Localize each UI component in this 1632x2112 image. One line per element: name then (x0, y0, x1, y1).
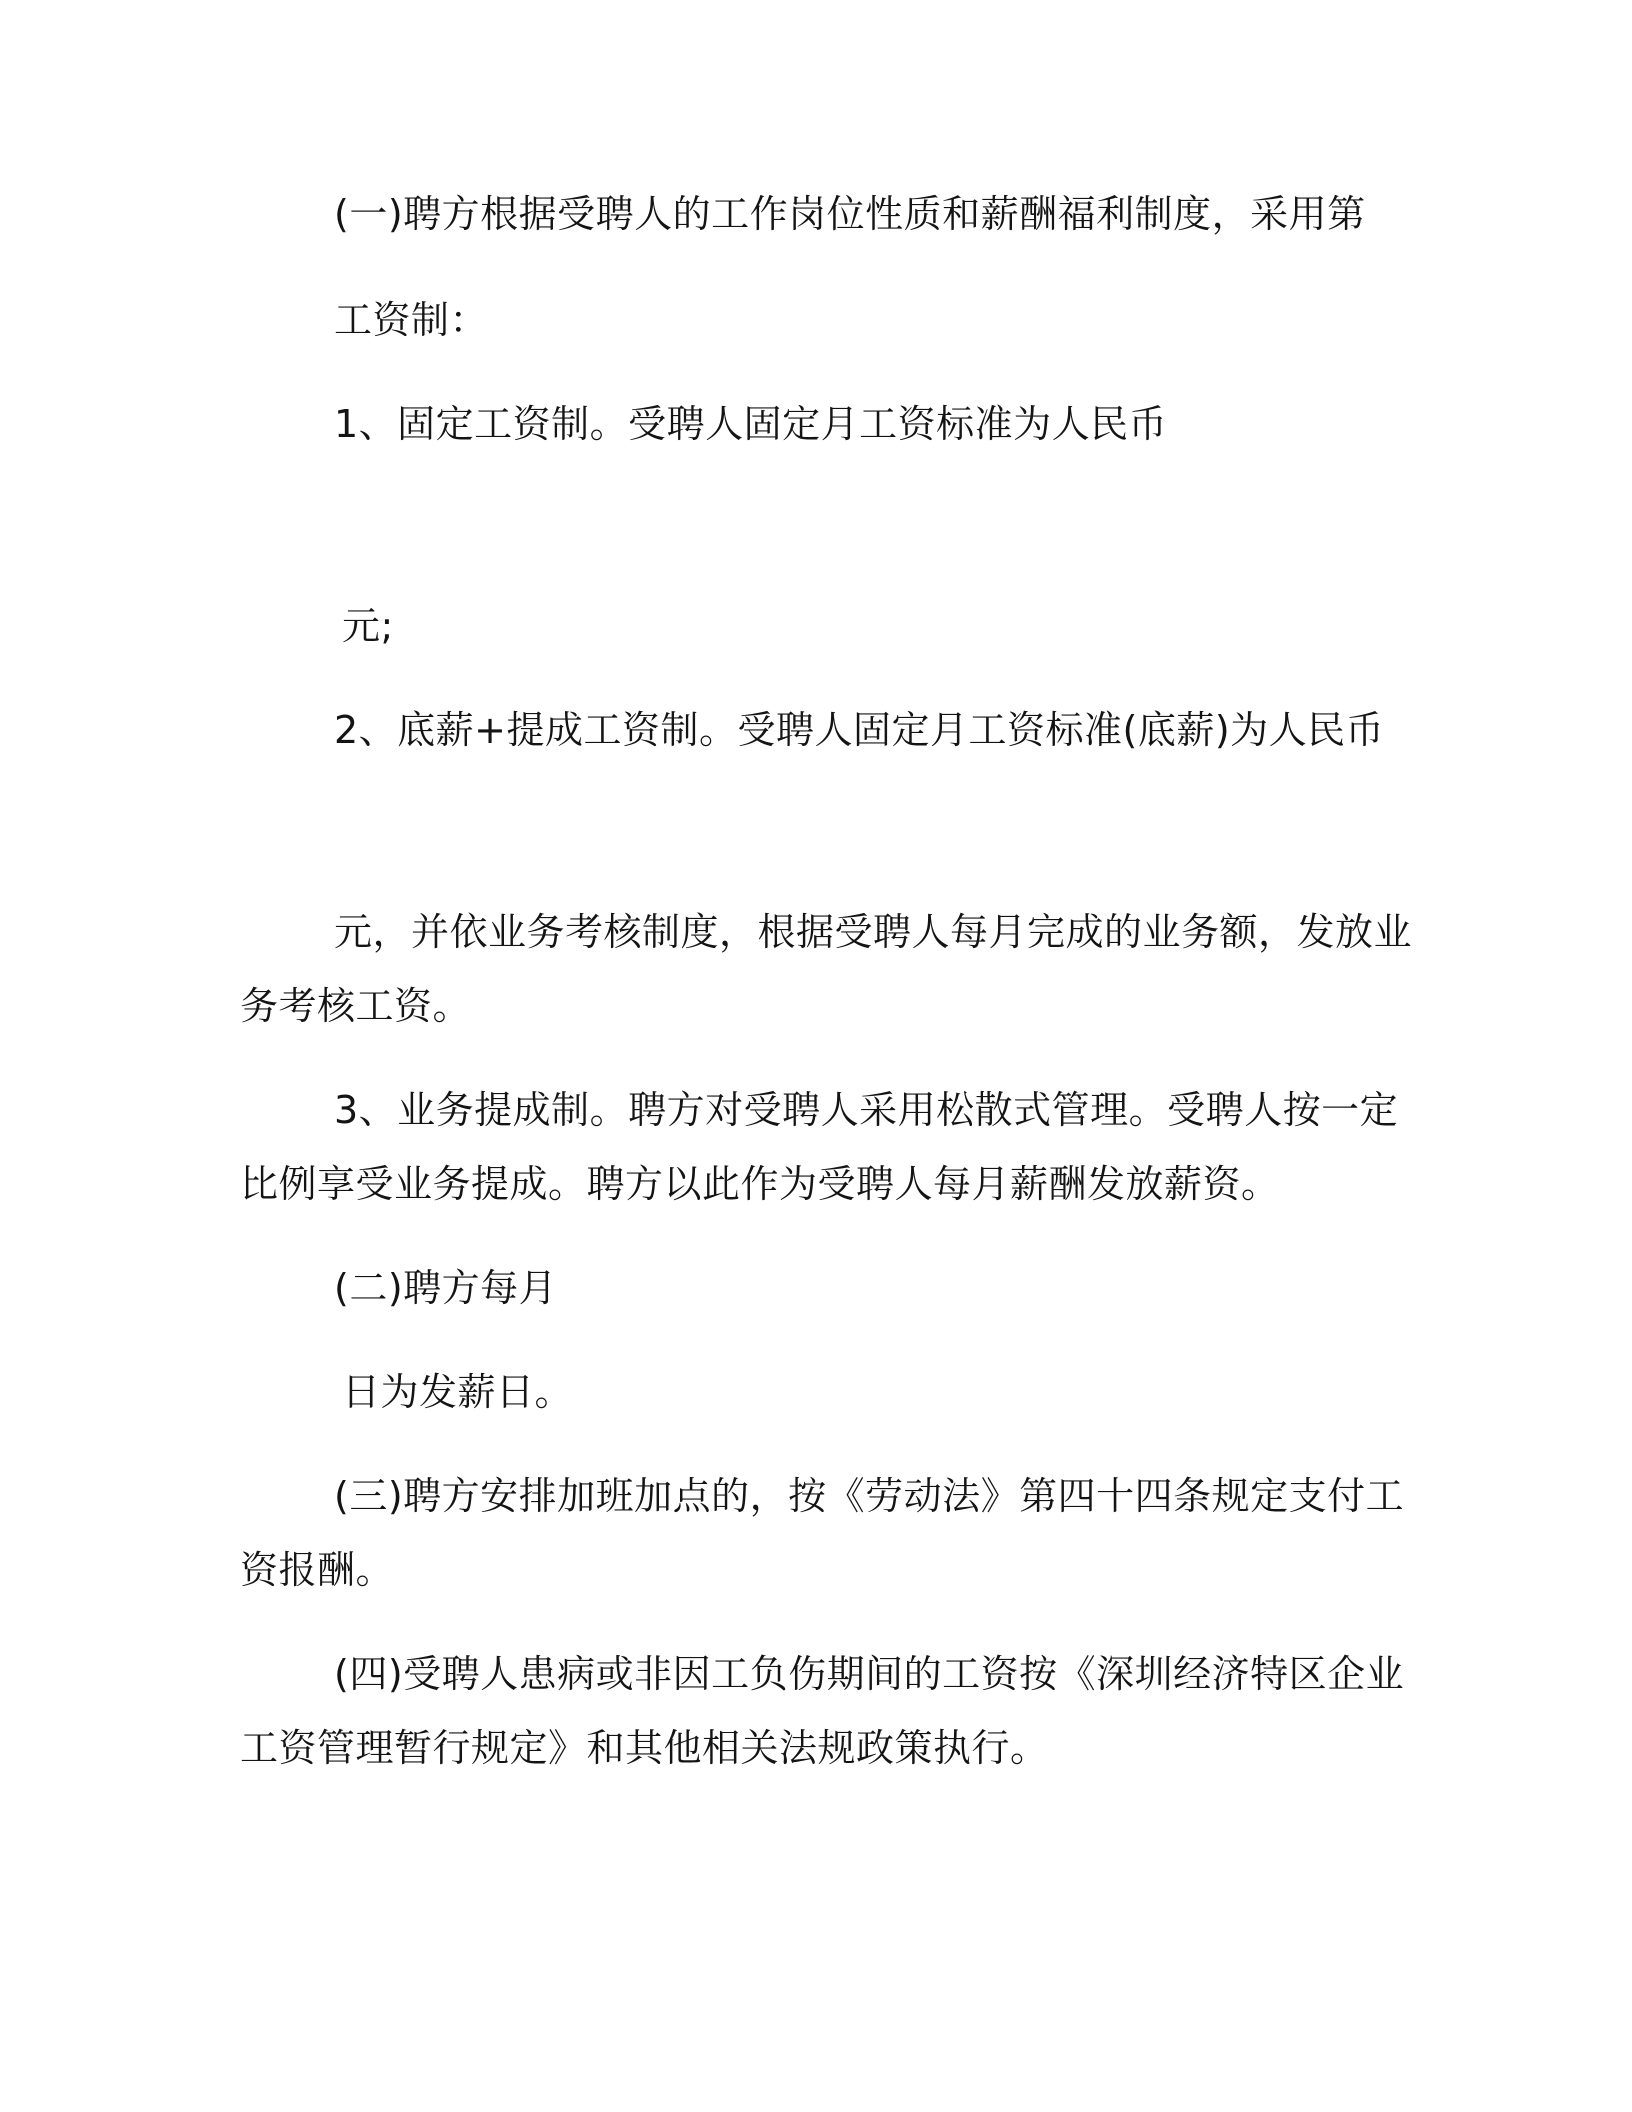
section-1-line-1: (一)聘方根据受聘人的工作岗位性质和薪酬福利制度，采用第 (334, 192, 1366, 236)
section-1-line-2: 工资制： (334, 298, 489, 342)
item-1-line-2: 元; (342, 604, 394, 648)
item-3-line-1: 3、业务提成制。聘方对受聘人采用松散式管理。受聘人按一定 (334, 1088, 1399, 1132)
item-2-line-1: 2、底薪+提成工资制。受聘人固定月工资标准(底薪)为人民币 (334, 708, 1385, 752)
item-1-line-1: 1、固定工资制。受聘人固定月工资标准为人民币 (334, 402, 1168, 446)
section-3-line-2: 资报酬。 (240, 1548, 395, 1592)
section-2-line-1: (二)聘方每月 (334, 1266, 558, 1310)
section-2-line-2: 日为发薪日。 (342, 1370, 574, 1414)
item-2-line-3: 务考核工资。 (240, 984, 472, 1028)
item-3-line-2: 比例享受业务提成。聘方以此作为受聘人每月薪酬发放薪资。 (240, 1162, 1280, 1206)
section-3-line-1: (三)聘方安排加班加点的，按《劳动法》第四十四条规定支付工 (334, 1474, 1405, 1518)
section-4-line-1: (四)受聘人患病或非因工负伤期间的工资按《深圳经济特区企业 (334, 1652, 1405, 1696)
section-4-line-2: 工资管理暂行规定》和其他相关法规政策执行。 (240, 1726, 1049, 1770)
item-2-line-2: 元，并依业务考核制度，根据受聘人每月完成的业务额，发放业 (334, 910, 1413, 954)
